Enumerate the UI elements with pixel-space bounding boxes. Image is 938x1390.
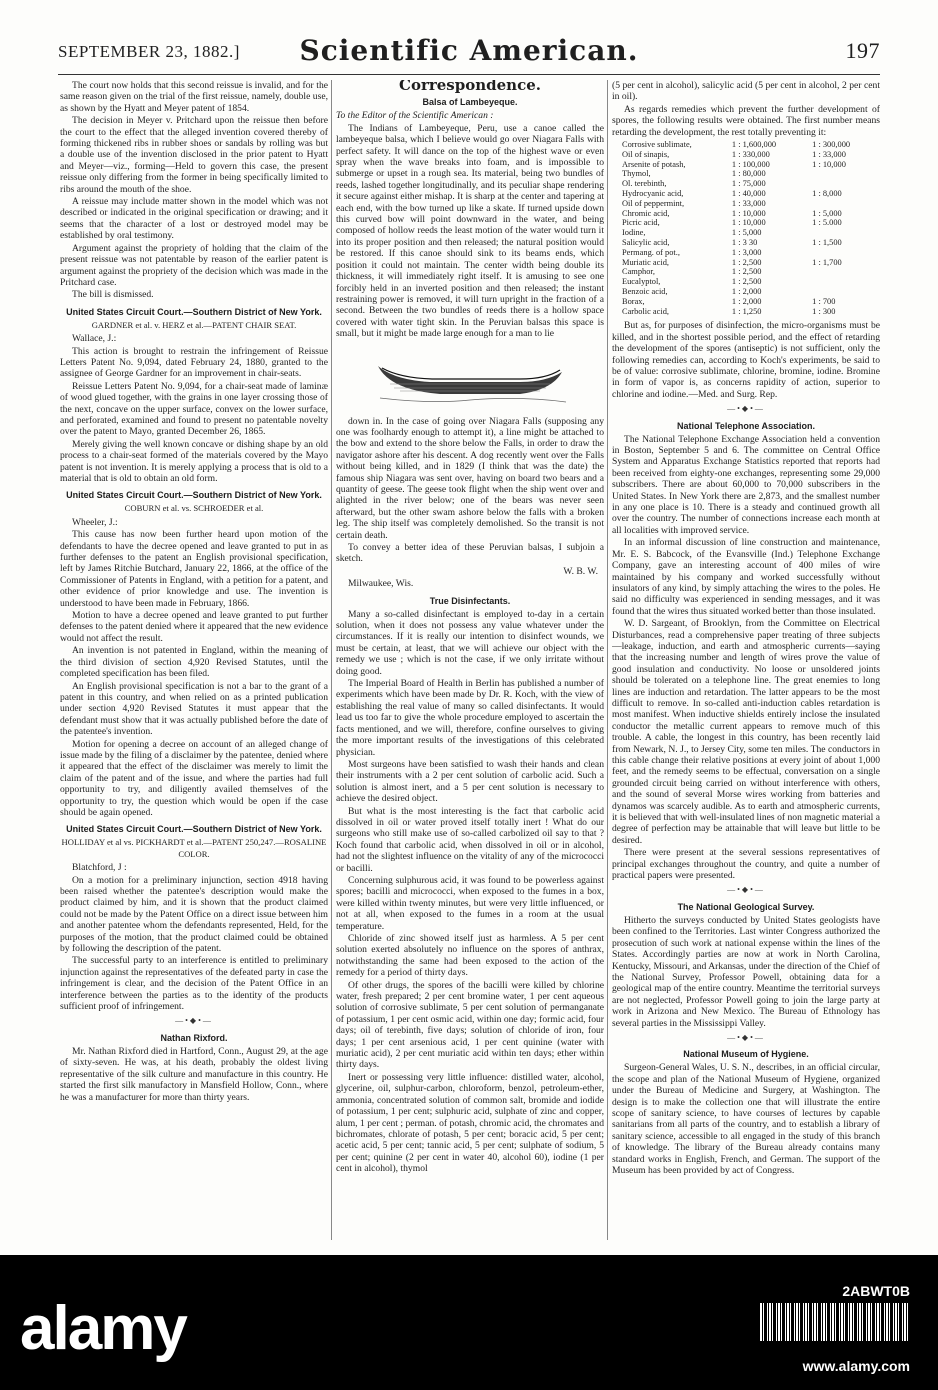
- signature-place: Milwaukee, Wis.: [348, 578, 414, 590]
- table-cell: 1 : 700: [812, 296, 836, 306]
- table-row: [612, 189, 880, 199]
- table-row: [612, 218, 880, 228]
- column-divider: [607, 80, 608, 1240]
- table-cell: 1 : 330,000: [731, 149, 770, 159]
- table-cell: [810, 179, 880, 189]
- alamy-logo: alamy: [20, 1294, 186, 1363]
- page-number: 197: [845, 38, 880, 63]
- paragraph: The National Telephone Exchange Association held a convention in Boston, September 5 and 6. The committee on Central Office System and Apparatus Exchange Statistics reported that reports had been received from eighty-one exchanges, representing some 29,000 subscribers. There are about 60,000 to 70,000 subscribers in the United States. In New York there are 2,873, and the smallest number in any one place is 10. There is a steady and continued growth all over the country. The number of connections increase each month at all localities with improved service.: [612, 433, 880, 536]
- judge-name: Wheeler, J.:: [72, 516, 118, 528]
- salutation: To the Editor of the Scientific American :: [336, 110, 494, 122]
- section-heading: Nathan Rixford.: [160, 1032, 228, 1043]
- table-cell: 1 : 5.000: [812, 218, 842, 228]
- table-row: [612, 238, 880, 248]
- column-middle: [336, 80, 604, 1230]
- table-row: [612, 169, 880, 179]
- paragraph: Most surgeons have been satisfied to wash their hands and clean their instruments with a 2 per cent solution of carbolic acid. Such a solution is almost inert, and a 5 per cent solution is necessary to achieve the desired object.: [336, 758, 604, 805]
- section-heading: True Disinfectants.: [429, 595, 511, 606]
- paragraph: Chloride of zinc showed itself just as harmless. A 5 per cent solution exerted absolutely no influence on the spores of anthrax, notwithstanding the same had been exposed to the action of the remedy for a period of thirty days.: [336, 933, 604, 979]
- paragraph: The Indians of Lambeyeque, Peru, use a canoe called the lambeyeque balsa, which I believe would go over Niagara Falls with perfect safety. It will dance on the top of the highest wave or even spray when the wave breaks into foam, and is impossible to submerge or upset in a rough sea. Its material, being two bundles of reeds, lashed together longitudinally, and its peculiar shape rendering it secure against either mishap. It is sharp at the center and tapering at each end, with the bow turned up like a skate. If turned upside down this curved bow will point downward in the water, and being composed of hollow reeds the least motion of the water would turn it into its proper position and then released; the natural position would be restored. If this canoe should sink to its beams ends, which position it could not maintain. The center width being double its thickness, it will immediately right itself. It is amusing to see one forcibly held in an inverted position and then released; the instant restraining power is removed, it will turn upright in the fraction of a second. Between the two bundles of reeds there is a hollow space covered with water tight skin. In the Peruvian balsas this space is small, but it might be made large enough for a man to lie: [336, 122, 604, 340]
- table-cell: [810, 287, 880, 297]
- paragraph: Inert or possessing very little influence: distilled water, alcohol, glycerine, oil, sulphur-carbon, chloroform, benzol, petroleum-ether, ammonia, concentrated solution of common salt, bromide and iodide of potassium, 1 per cent; sulphuric acid, sulphate of zinc and copper, alum, 1 per cent ; perman. of potash, chromic acid, the chromates and bichromates, chlorate of potash, 5 per cent; boracic acid, 5 per cent; acetic acid, 5 per cent; tannic acid, 5 per cent; sulphate of sodium, 5 per cent; quinine (2 per cent in water 40, alcohol 60), iodine (1 per cent in alcohol), thymol: [336, 1071, 604, 1175]
- table-cell: Oil of sinapis,: [622, 149, 670, 159]
- paragraph: The court now holds that this second reissue is invalid, and for the same reason given on the trial of the first reissue, namely, double use, as shown by the Hyatt and Meyer patent of 1854.: [60, 80, 328, 114]
- table-cell: 1 : 10,000: [812, 159, 846, 169]
- table-cell: [810, 169, 880, 179]
- table-row: [612, 287, 880, 297]
- paragraph: An English provisional specification is not a bar to the grant of a patent in this country, and when relied on as a printed publication under section 4,920 Revised Statutes it must appear that the defendant must show that it was actually published before the date of the patentee's invention.: [60, 680, 328, 738]
- section-heading: United States Circuit Court.—Southern District of New York.: [66, 490, 322, 501]
- masthead-title: Scientific American.: [299, 34, 639, 67]
- paragraph: An invention is not patented in England, within the meaning of the third division of section 4,920 Revised Statutes, until the completed specification has been filed.: [60, 645, 328, 680]
- table-row: [612, 209, 880, 219]
- table-cell: Arsenite of potash,: [622, 159, 686, 169]
- table-cell: Camphor,: [622, 267, 655, 277]
- paragraph: Motion for opening a decree on account of an alleged change of issue made by the filing of a disclaimer by the patentee, denied where it appeared that the effect of the disclaimer was merely to limit the claim of the patent and of the issue, and where the parties had full opportunity to try, and diligently availed themselves of the opportunity to try, the question which would be open if the case should be again opened.: [60, 738, 328, 818]
- paragraph: (5 per cent in alcohol), salicylic acid (5 per cent in alcohol, 2 per cent in oil).: [612, 80, 880, 103]
- table-cell: [810, 228, 880, 238]
- table-cell: Muriatic acid,: [622, 257, 669, 267]
- footer-url: www.alamy.com: [802, 1358, 910, 1374]
- table-row: [612, 258, 880, 268]
- case-title: COBURN et al. vs. SCHROEDER et al.: [124, 503, 264, 514]
- section-separator: —•◆•—: [727, 1032, 765, 1042]
- table-row: [612, 297, 880, 307]
- paragraph: The successful party to an interference is entitled to preliminary injunction against the representatives of the defeated party in case the infringement is clear, and the decision of the Patent Office in an interference between the parties as to the identity of the products sufficient proof of infringement.: [60, 955, 328, 1013]
- section-heading: United States Circuit Court.—Southern District of New York.: [66, 824, 322, 835]
- stock-watermark-banner: [0, 1255, 938, 1390]
- paragraph: down in. In the case of going over Niagara Falls (supposing any one was foolhardy enough to attempt it), a line might be attached to the bow and extend to the shore below the Falls, in order to draw the navigator ashore after his descent. A dog recently went over the Falls without being killed, and in 1829 (I think that was the date) the famous ship Niagara was sent over, having on board two bears and a quantity of geese. The geese took flight when the ship went over and alighted in the river below; one of the bears was never seen afterward, but the other swam ashore below the falls with a broken leg. The ship itself was completely demolished. So the transit is not certain death.: [336, 415, 604, 541]
- column-right: [612, 80, 880, 1230]
- paragraph: The Imperial Board of Health in Berlin has published a number of experiments which have been made by Dr. R. Koch, with the view of establishing the real value of many so called disinfectants. It would lead us too far to give the whole procedure employed to ascertain the facts mentioned, and we will, therefore, confine ourselves to giving the more important results of the investigations of this celebrated physician.: [336, 678, 604, 758]
- table-cell: Ol. terebinth,: [622, 179, 667, 189]
- table-cell: Iodine,: [622, 228, 646, 238]
- paragraph: Motion to have a decree opened and leave granted to put further defenses to the patent denied where it appeared that the new evidence would not affect the result.: [60, 610, 328, 644]
- table-row: [612, 307, 880, 317]
- paragraph: But what is the most interesting is the fact that carbolic acid dissolved in oil or water proved itself totally inert ! What do our surgeons who still make use of so-called carbolized oil say to that ? Koch found that carbolic acid, when dissolved in oil or in alcohol, had not the slightest influence on the vitality of any of the micrococci or bacilli.: [336, 805, 604, 874]
- table-cell: [810, 277, 880, 287]
- table-cell: 1 : 33,000: [812, 149, 846, 159]
- table-row: [612, 248, 880, 258]
- table-cell: Carbolic acid,: [622, 306, 669, 316]
- table-cell: Hydrocyanic acid,: [622, 189, 684, 199]
- table-cell: 1 : 1,500: [812, 238, 842, 247]
- table-cell: 1 : 3,000: [731, 247, 762, 257]
- paragraph: Many a so-called disinfectant is employed to-day in a certain solution, when it does not possess any value whatever under the circumstances. If it is really our intention to disinfect wounds, we must be certain, at least, that we will achieve our object with the remedy we use ; which is not the case, if we only irritate without doing good.: [336, 608, 604, 677]
- paragraph: There were present at the several sessions representatives of principal exchanges throughout the country, and quite a number of practical papers were presented.: [612, 847, 880, 882]
- table-cell: 1 : 3 30: [731, 238, 758, 247]
- table-row: [612, 150, 880, 160]
- section-heading: Balsa of Lambeyeque.: [422, 97, 518, 108]
- section-separator: —•◆•—: [727, 404, 765, 414]
- correspondence-heading: Correspondence.: [399, 80, 541, 94]
- paragraph: Of other drugs, the spores of the bacilli were killed by chlorine water, fresh prepared; 2 per cent bromine water, 1 per cent aqueous solution of corrosive sublimate, 5 per cent solution of permanganate of potassium, 1 per cent osmic acid, within one day; formic acid, four days; oil of terebinth, five days; solution of chloride of iron, four days; 1 per cent arsenious acid, 1 per cent quinine (water with muriatic acid), 2 per cent muriatic acid within ten days; ether within thirty days.: [336, 979, 604, 1071]
- table-cell: Corrosive sublimate,: [622, 140, 692, 150]
- paragraph: A reissue may include matter shown in the model which was not described or indicated in the original specification or drawing; and it seems that the character of a lost or destroyed model may be established by oral testimony.: [60, 196, 328, 242]
- balsa-canoe-illustration: [370, 346, 570, 408]
- paragraph: Mr. Nathan Rixford died in Hartford, Conn., August 29, at the age of sixty-seven. He was, at his death, probably the oldest living representative of the silk culture and manufacture in this country. He started the first silk manufactory in Mansfield Hollow, Conn., where he was a manufacturer for more than thirty years.: [60, 1045, 328, 1103]
- table-row: [612, 267, 880, 277]
- table-cell: 1 : 1,250: [731, 306, 762, 316]
- table-cell: [810, 267, 880, 277]
- paragraph: Merely giving the well known concave or dishing shape by an old process to a chair-seat formed of the materials covered by the Mayo patent is not invention. It is merely applying a process that is old to a material that is old to obtain an old form.: [60, 438, 328, 484]
- table-cell: 1 : 2,500: [731, 267, 762, 277]
- table-cell: Chromic acid,: [622, 208, 670, 218]
- judge-name: Wallace, J.:: [72, 333, 117, 345]
- table-cell: Borax,: [622, 296, 645, 306]
- barcode-icon: [760, 1303, 910, 1341]
- section-heading: National Museum of Hygiene.: [683, 1049, 809, 1060]
- paragraph: As regards remedies which prevent the further development of spores, the following results were obtained. The first number means retarding the development, the rest totally preventing it:: [612, 103, 880, 138]
- remedies-table: [612, 140, 880, 316]
- table-row: [612, 140, 880, 150]
- table-cell: 1 : 33,000: [731, 198, 766, 208]
- paragraph: The decision in Meyer v. Pritchard upon the reissue then before the court to the effect that the alleged invention covered thereby of forming thickened ribs in rubber shoes or sandals by rolling was but a double use of the invention disclosed in the prior patent to Hyatt and Meyer—viz., forming—Held to govern this case, the present reissue only differing from the former in being specifically limited to ribs around the mouth of the shoe.: [60, 115, 328, 195]
- table-cell: Picric acid,: [622, 218, 660, 228]
- table-cell: [810, 248, 880, 258]
- table-cell: 1 : 300: [812, 306, 836, 316]
- section-heading: The National Geological Survey.: [677, 901, 815, 912]
- table-cell: Oil of peppermint,: [622, 198, 685, 208]
- table-row: [612, 199, 880, 209]
- table-cell: Thymol,: [622, 169, 651, 179]
- table-cell: 1 : 2,000: [731, 286, 762, 296]
- image-id: 2ABWT0B: [842, 1283, 910, 1299]
- table-cell: Permang. of pot.,: [622, 247, 680, 257]
- paragraph: To convey a better idea of these Peruvian balsas, I subjoin a sketch.: [336, 542, 604, 565]
- table-row: [612, 179, 880, 189]
- section-separator: —•◆•—: [727, 885, 765, 895]
- paragraph: On a motion for a preliminary injunction, section 4918 having been raised whether the patentee's description would make the product claimed by him, and it is shown that the product claimed could not be made by the Patent Office on a direct issue between him and another patentee whom the defendants represented, Held, for the purposes of the motion, that the product claimed could be obtained by following the description of the patent.: [60, 874, 328, 955]
- table-cell: 1 : 1,600,000: [731, 140, 777, 150]
- table-cell: 1 : 80,000: [731, 169, 766, 179]
- case-title: HOLLIDAY et al vs. PICKHARDT et al.—PATENT 250,247.—ROSALINE COLOR.: [61, 837, 327, 859]
- table-cell: Salicylic acid,: [622, 238, 670, 247]
- paragraph: This cause has now been further heard upon motion of the defendants to have the decree opened and leave granted to put in as further defenses to the patent an English provisional specification, left by James Ritchie Butchard, January 22, 1866, at the office of the Commissioner of Patents in England, with a petition for a patent, and other evidence of prior knowledge and use. The invention is understood to have been made in February, 1866.: [60, 529, 328, 609]
- case-title: GARDNER et al. v. HERZ et al.—PATENT CHAIR SEAT.: [91, 319, 297, 330]
- table-cell: 1 : 5,000: [812, 208, 842, 218]
- paragraph: W. D. Sargeant, of Brooklyn, from the Committee on Electrical Disturbances, read a comprehensive paper treating of three subjects—leakage, induction, and earth and atmospheric currents—saying that the increasing number and length of wires prove the value of good insulation and conductivity. No loose or unsoldered joints should be tolerated on a telephone line. The great enemies to long lines are induction and retardation. The latter appears to be the most difficult to remove. In so-called anti-induction cables retardation is most manifest. When inductive shields entirely inclose the insulated conductor the metallic current appears to remove much of this trouble. A cable, the longest in this country, has been recently laid from Newark, N. J., to Jersey City, some ten miles. The conductors in this cable change their relative positions at every joint of about 1,000 feet, and the remedy seems to be effectual, conversation on a single grounded circuit being carried on without interference with others, and the sound of several Morse wires working from batteries and dynamos was scarcely audible. As to earth and atmospheric currents, it is believed that with well-insulated lines of non magnetic material a degree of perfection may be attainable that will leave but little to be desired.: [612, 618, 880, 846]
- table-cell: 1 : 1,700: [812, 257, 842, 267]
- table-cell: 1 : 10,000: [731, 208, 766, 218]
- table-row: [612, 277, 880, 287]
- paragraph: Argument against the propriety of holding that the claim of the present reissue was not patentable by reason of the earlier patent is argument against the propriety of the decision which was made in the Pritchard case.: [60, 242, 328, 288]
- section-separator: —•◆•—: [175, 1016, 213, 1026]
- paragraph: Concerning sulphurous acid, it was found to be powerless against spores; bacilli and micrococci, when exposed to the fumes in a box, were killed within twenty minutes, but were very little influenced, or not at all, when exposed to the fumes in a room at the usual temperature.: [336, 874, 604, 932]
- table-cell: 1 : 8,000: [812, 189, 842, 199]
- column-divider: [331, 80, 332, 1240]
- table-cell: 1 : 75,000: [731, 179, 766, 189]
- judge-name: Blatchford, J :: [72, 862, 127, 874]
- table-cell: 1 : 40,000: [731, 189, 766, 199]
- header-rule: [58, 74, 880, 75]
- paragraph: Hitherto the surveys conducted by United States geologists have been confined to the Territories. Last winter Congress authorized the prosecution of such work at national expense within the lines of the States. Accordingly parties are now at work in North Carolina, Kentucky, Missouri, and Arkansas, under the direction of the Chief of the National Survey, Professor Powell, obtaining data for a geological map of the entire country. Meantime the territorial surveys are not neglected, Professor Powell going to join the large party at work in Arizona and New Mexico. The Bureau of Ethnology has several parties in the Mississippi Valley.: [612, 914, 880, 1029]
- table-cell: 1 : 2,000: [731, 296, 762, 306]
- section-heading: United States Circuit Court.—Southern District of New York.: [66, 306, 322, 317]
- table-cell: Benzoic acid,: [622, 286, 668, 296]
- table-row: [612, 160, 880, 170]
- paragraph: The bill is dismissed.: [72, 289, 154, 301]
- column-left: [60, 80, 328, 1230]
- paragraph: But as, for purposes of disinfection, the micro-organisms must be killed, and in the shortest possible period, and the effect of retarding the development of the spores (antiseptic) is not sufficient, only the following remedies can, according to Koch's experiments, be said to be of value: corrosive sublimate, chlorine, bromine, iodine. Bromine in form of vapor is, as concerns rapidity of action, superior to chlorine and iodine.—Med. and Surg. Rep.: [612, 320, 880, 400]
- paragraph: In an informal discussion of line construction and maintenance, Mr. E. S. Babcock, of the Evansville (Ind.) Telephone Exchange Company, gave an interesting account of 400 miles of wire maintained by his company and worked successfully without insulators of any kind, by simply attaching the wires to the poles. He said no difficulty was experienced in sending messages, and it was found that the wires thus situated worked better than those insulated.: [612, 537, 880, 617]
- table-cell: [810, 199, 880, 209]
- table-cell: 1 : 2,500: [731, 277, 762, 287]
- paragraph: Reissue Letters Patent No. 9,094, for a chair-seat made of laminæ of wood glued together, with the grains in one layer crossing those of the next, concave on the upper surface, convex on the lower surface, and perforated, examined and found to present no patentable novelty over the patent to Mayo, granted December 26, 1865.: [60, 380, 328, 438]
- table-cell: Eucalyptol,: [622, 277, 661, 287]
- section-heading: National Telephone Association.: [676, 420, 816, 431]
- paragraph: Surgeon-General Wales, U. S. N., describes, in an official circular, the scope and plan of the National Museum of Hygiene, organized under the Bureau of Medicine and Surgery, at Washington. The design is to make the collection one that will illustrate the entire scope of sanitary science, to have courses of lectures by capable sanitarians from all parts of the country, and to establish a library of sanitary science, accessible to all engaged in the study of this branch of knowledge. The library of the Bureau already contains many standard works in English, French, and German. The support of the Museum has been provided by act of Congress.: [612, 1062, 880, 1176]
- table-cell: 1 : 2,500: [731, 257, 762, 267]
- table-cell: 1 : 10,000: [731, 218, 766, 228]
- issue-date: SEPTEMBER 23, 1882.]: [58, 42, 240, 61]
- table-cell: 1 : 5,000: [731, 228, 762, 238]
- table-cell: 1 : 100,000: [731, 159, 770, 169]
- paragraph: This action is brought to restrain the infringement of Reissue Letters Patent No. 9,094, dated February 24, 1880, granted to the assignee of George Gardner for an improvement in chair-seats.: [60, 345, 328, 380]
- signature-initials: W. B. W.: [563, 565, 598, 577]
- table-cell: 1 : 300,000: [812, 140, 851, 150]
- table-row: [612, 228, 880, 238]
